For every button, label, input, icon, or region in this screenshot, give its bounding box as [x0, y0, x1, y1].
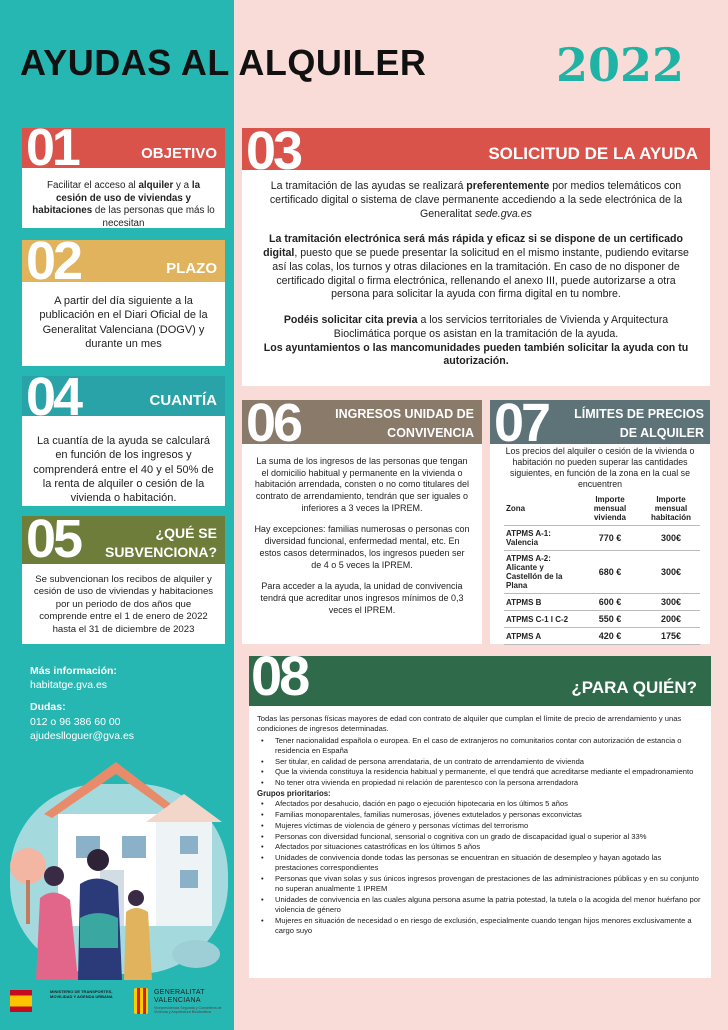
child-head: [128, 890, 144, 906]
child-body: [124, 908, 152, 980]
solicitud-text: [242, 180, 710, 369]
section-subvenciona: [22, 509, 225, 644]
section-title: ¿QUÉ SE SUBVENCIONA?: [104, 525, 217, 560]
zone-cell: ATPMS C-1 I C-2: [504, 611, 578, 628]
house-price-cell: 770 €: [578, 526, 642, 551]
subvenciona-text: Se subvencionan los recibos de alquiler y cesión de uso de viviendas y habitaciones por un periodo de dos años que comprende entre el 1 de enero de 2022 hasta el 31 de diciembre de 2023: [33, 574, 214, 635]
footer-logos: [8, 986, 234, 1022]
ingresos-text: [242, 456, 482, 616]
family-house-illustration: [6, 748, 232, 980]
column-header-house: Importe mensual vivienda: [578, 492, 642, 526]
solicitud-paragraph-2: La tramitación electrónica será más rápida y eficaz si se dispone de un certificado digital, puesto que se puede presentar la solicitud en el mismo instante, pudiendo evitarse así las colas, los turnos y otras dilaciones en la tramitación. En caso de no disponer de certificado digital o firma electrónica, rellenando el anexo III, puede autorizarse a otra persona para solicitar la ayuda con firma digital en tu nombre.: [263, 233, 689, 301]
section-number: 01: [26, 119, 78, 177]
zone-cell: ATPMS A: [504, 628, 578, 645]
contact-info: [30, 664, 134, 743]
doubts-label: Dudas:: [30, 701, 66, 714]
solicitud-header: [242, 121, 710, 181]
list-item: • Afectados por desahucio, dación en pago o ejecución hipotecaria en los últimos 5 años: [257, 799, 705, 809]
section-number: 07: [494, 393, 549, 453]
objetivo-text: Facilitar el acceso al alquiler y a la cesión de uso de viviendas y habitaciones de las personas que más lo necesitan: [32, 180, 215, 230]
table-row: [504, 628, 700, 645]
spain-flag-icon: [10, 990, 32, 1012]
room-price-cell: 300€: [642, 551, 700, 594]
page-title: AYUDAS AL ALQUILER: [20, 42, 427, 83]
person-head: [87, 849, 109, 871]
plazo-header: [22, 231, 225, 291]
room-price-cell: 300€: [642, 594, 700, 611]
table-row: [504, 526, 700, 551]
section-objetivo: [22, 119, 225, 230]
list-item: • No tener otra vivienda en propiedad ni relación de parentesco con la persona arrendadora: [257, 778, 705, 788]
ingresos-paragraph-2: Hay excepciones: familias numerosas o personas con diversidad funcional, enfermedad mental, etc. En estos casos determinados, los ingresos pueden ser de 4 o 5 veces la IPREM.: [254, 524, 470, 570]
more-info-link[interactable]: habitatge.gva.es: [30, 679, 108, 692]
table-row: [504, 594, 700, 611]
gva-logo-line-2: VALENCIANA: [154, 997, 201, 1004]
section-title: ¿PARA QUIÉN?: [571, 678, 697, 697]
limites-header: [490, 393, 710, 453]
para-quien-intro: Todas las personas físicas mayores de edad con contrato de alquiler que cumplan el límite de precio de arrendamiento y unas condiciones de ingresos determinadas.: [257, 714, 682, 734]
section-number: 04: [26, 367, 81, 427]
list-item: • Que la vivienda constituya la residencia habitual y permanente, el que tendrá que acreditarse mediante el empadronamiento: [257, 767, 705, 777]
section-ingresos: [242, 393, 482, 644]
section-title: INGRESOS UNIDAD DE CONVIVENCIA: [335, 407, 474, 441]
solicitud-paragraph-1: La tramitación de las ayudas se realizará preferentemente por medios telemáticos con certificado digital o sistema de clave permanente accediendo a la sede electrónica de la Generalitat sede.gva.es: [269, 180, 683, 220]
zone-cell: ATPMS A-1: Valencia: [504, 526, 578, 551]
person-body: [80, 913, 118, 948]
email-link[interactable]: ajudeslloguer@gva.es: [30, 729, 135, 742]
cuantia-text: La cuantía de la ayuda se calculará en función de los ingresos y comprenderá entre el 40 y el 50% de la renta de alquiler o cesión de la vivienda o habitación.: [33, 435, 214, 505]
list-item: • Personas con diversidad funcional, sensorial o cognitiva con un grado de discapacidad igual o superior al 33%: [257, 832, 705, 842]
list-item: • Mujeres en situación de necesidad o en riesgo de exclusión, especialmente cuando tengan hijos menores exclusivamente a cargo suyo: [257, 916, 705, 937]
section-title: CUANTÍA: [149, 392, 217, 409]
gva-logo-line-1: GENERALITAT: [154, 989, 205, 996]
section-plazo: [22, 231, 225, 366]
limites-intro: Los precios del alquiler o cesión de la vivienda o habitación no pueden superar las cantidades siguientes, en función de la zona en la cual se encuentren: [505, 446, 695, 489]
requirements-list: [257, 736, 705, 789]
list-item: • Personas que vivan solas y sus únicos ingresos provengan de prestaciones de las administraciones públicas y en su conjunto no superan anualmente 1 IPREM: [257, 874, 705, 895]
list-item: • Tener nacionalidad española o europea. En el caso de extranjeros no comunitarios contar con autorización de estancia o residencia en España: [257, 736, 705, 757]
table-header-row: [504, 492, 700, 526]
priority-groups-list: [257, 799, 705, 936]
tree-top: [10, 848, 46, 884]
more-info-label: Más información:: [30, 665, 117, 677]
room-price-cell: 300€: [642, 526, 700, 551]
section-title: OBJETIVO: [141, 145, 217, 162]
section-number: 02: [26, 231, 81, 291]
para-quien-content: [257, 714, 705, 937]
section-title: PLAZO: [166, 260, 217, 277]
list-item: • Unidades de convivencia en las cuales alguna persona asume la patria potestad, la tutela o la acogida del menor huérfano por violencia de género: [257, 895, 705, 916]
section-solicitud: [242, 121, 710, 386]
tree-trunk: [26, 880, 30, 924]
section-number: 06: [246, 393, 301, 453]
solicitud-paragraph-4: Los ayuntamientos o las mancomunidades pueden también solicitar la ayuda con tu autorización.: [263, 341, 689, 368]
list-item: • Unidades de convivencia donde todas las personas se encuentran en situación de desempleo y hayan agotado las prestaciones correspondientes: [257, 853, 705, 874]
priority-groups-title: Grupos prioritarios:: [257, 789, 331, 799]
section-number: 05: [26, 509, 81, 569]
house-window: [180, 870, 198, 888]
section-number: 03: [246, 121, 301, 181]
list-item: • Ser titular, en calidad de persona arrendataria, de un contrato de arrendamiento de vivienda: [257, 757, 705, 767]
table-row: [504, 611, 700, 628]
plazo-text: A partir del día siguiente a la publicación en el Diari Oficial de la Generalitat Valenciana (DOGV) y durante un mes: [39, 295, 208, 350]
para-quien-header: [249, 644, 711, 707]
house-price-cell: 550 €: [578, 611, 642, 628]
zone-cell: ATPMS A-2: Alicante y Castellón de la Plana: [504, 551, 578, 594]
gva-emblem-icon: [134, 988, 148, 1014]
subvenciona-header: [22, 509, 225, 569]
house-window: [180, 836, 198, 854]
room-price-cell: 200€: [642, 611, 700, 628]
person-head: [44, 866, 64, 886]
list-item: • Familias monoparentales, familias numerosas, jóvenes extutelados y personas exconvictas: [257, 810, 705, 820]
ingresos-header: [242, 393, 482, 453]
section-para-quien: [249, 644, 711, 978]
room-price-cell: 175€: [642, 628, 700, 645]
cuantia-header: [22, 367, 225, 427]
price-limits-table: [504, 492, 700, 645]
list-item: • Afectados por situaciones catastróficas en los últimos 5 años: [257, 842, 705, 852]
solicitud-paragraph-3: Podéis solicitar cita previa a los servicios territoriales de Vivienda y Arquitectura Bioclimática porque os asistan en la tramitación de la ayuda.: [283, 314, 669, 340]
zone-cell: ATPMS B: [504, 594, 578, 611]
ground-plant: [172, 940, 220, 968]
list-item: • Mujeres víctimas de violencia de género y personas víctimas del terrorismo: [257, 821, 705, 831]
ingresos-paragraph-1: La suma de los ingresos de las personas que tengan el domicilio habitual y permanente en la vivienda o habitación arrendada, consten o no como titulares del contrato de arrendamiento, tendrán que ser iguales o inferiores a 3 veces la IPREM.: [254, 456, 470, 513]
year-label: 2022: [556, 38, 685, 92]
house-price-cell: 600 €: [578, 594, 642, 611]
section-title: SOLICITUD DE LA AYUDA: [488, 144, 698, 163]
house-price-cell: 680 €: [578, 551, 642, 594]
section-cuantia: [22, 367, 225, 506]
house-price-cell: 420 €: [578, 628, 642, 645]
column-header-room: Importe mensual habitación: [642, 492, 700, 526]
section-number: 08: [251, 644, 308, 707]
table-row: [504, 551, 700, 594]
ingresos-paragraph-3: Para acceder a la ayuda, la unidad de convivencia tendrá que acreditar unos ingresos mínimos de 0,3 veces el IPREM.: [260, 581, 464, 615]
section-limites: [490, 393, 710, 644]
section-title: LÍMITES DE PRECIOS DE ALQUILER: [574, 407, 704, 441]
ministry-logo: MINISTERIO DE TRANSPORTES, MOVILIDAD Y AGENDA URBANA: [50, 989, 113, 999]
phone-number[interactable]: 012 o 96 386 60 00: [30, 715, 121, 728]
objetivo-header: [22, 119, 225, 177]
gva-logo-subtitle: Vicepresidencia Segunda y Conselleria de Vivienda y Arquitectura Bioclimática: [154, 1006, 222, 1015]
column-header-zone: Zona: [504, 492, 578, 526]
house-window: [122, 836, 146, 858]
